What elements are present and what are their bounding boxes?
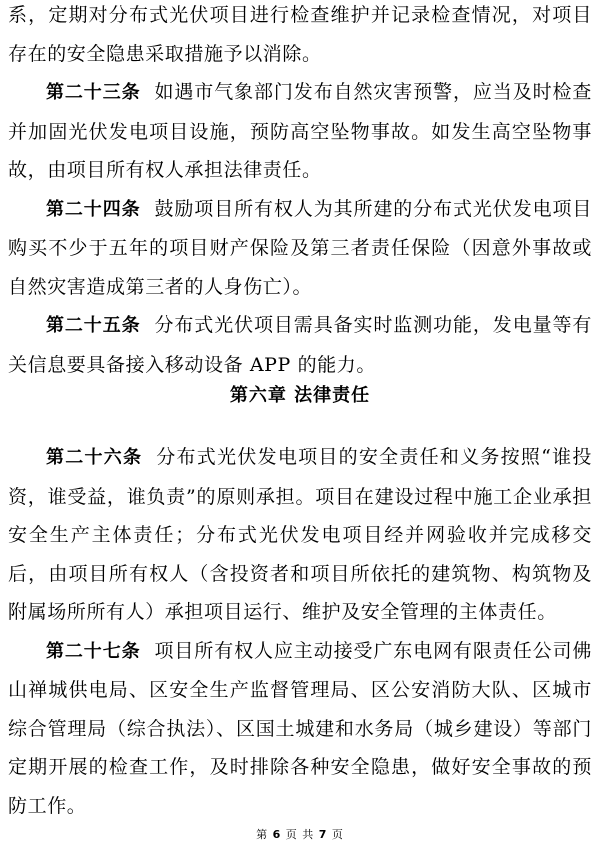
article-24-text: 鼓励项目所有权人为其所建的分布式光伏发电项目购买不少于五年的项目财产保险及第三者责任保险（因意外事故或自然灾害造成第三者的人身伤亡）。 bbox=[8, 197, 592, 298]
body-upper bbox=[8, 0, 592, 384]
footer-prefix: 第 bbox=[256, 828, 269, 841]
article-27-label: 第二十七条 bbox=[46, 640, 141, 662]
article-26-label: 第二十六条 bbox=[46, 447, 143, 468]
footer-page-number: 6 bbox=[272, 828, 282, 841]
article-27-text: 项目所有权人应主动接受广东电网有限责任公司佛山禅城供电局、区安全生产监督管理局、区公安消防大队、区城市综合管理局（综合执法）、区国土城建和水务局（城乡建设）等部门定期开展的检查工作，及时排除各种安全隐患，做好安全事故的预防工作。 bbox=[8, 639, 592, 817]
article-27 bbox=[8, 632, 592, 826]
footer-middle: 页 共 bbox=[285, 828, 315, 841]
article-26-text: 分布式光伏发电项目的安全责任和义务按照“谁投资，谁受益，谁负责”的原则承担。项目在建设过程中施工企业承担安全生产主体责任；分布式光伏发电项目经并网验收并完成移交后，由项目所有权人（含投资者和项目所依托的建筑物、构筑物及附属场所所有人）承担项目运行、维护及安全管理的主体责任。 bbox=[8, 446, 593, 623]
article-25-label: 第二十五条 bbox=[46, 315, 141, 336]
chapter-heading: 第六章 法律责任 bbox=[229, 385, 371, 406]
article-25-text: 分布式光伏项目需具备实时监测功能，发电量等有关信息要具备接入移动设备 APP 的能力。 bbox=[8, 314, 592, 376]
article-23 bbox=[8, 73, 592, 190]
body-lower bbox=[8, 438, 592, 825]
article-24-label: 第二十四条 bbox=[46, 198, 141, 220]
article-23-text: 如遇市气象部门发布自然灾害预警，应当及时检查并加固光伏发电项目设施，预防高空坠物事故。如发生高空坠物事故，由项目所有权人承担法律责任。 bbox=[8, 81, 592, 181]
footer-total-pages: 7 bbox=[318, 828, 328, 841]
page-footer bbox=[0, 826, 600, 842]
intro-paragraph: 系，定期对分布式光伏项目进行检查维护并记录检查情况，对项目存在的安全隐患采取措施予以消除。 bbox=[8, 4, 592, 65]
article-24 bbox=[8, 190, 592, 307]
article-23-label: 第二十三条 bbox=[46, 82, 141, 103]
article-25 bbox=[8, 306, 592, 384]
article-26 bbox=[8, 438, 592, 632]
footer-suffix: 页 bbox=[331, 828, 344, 841]
